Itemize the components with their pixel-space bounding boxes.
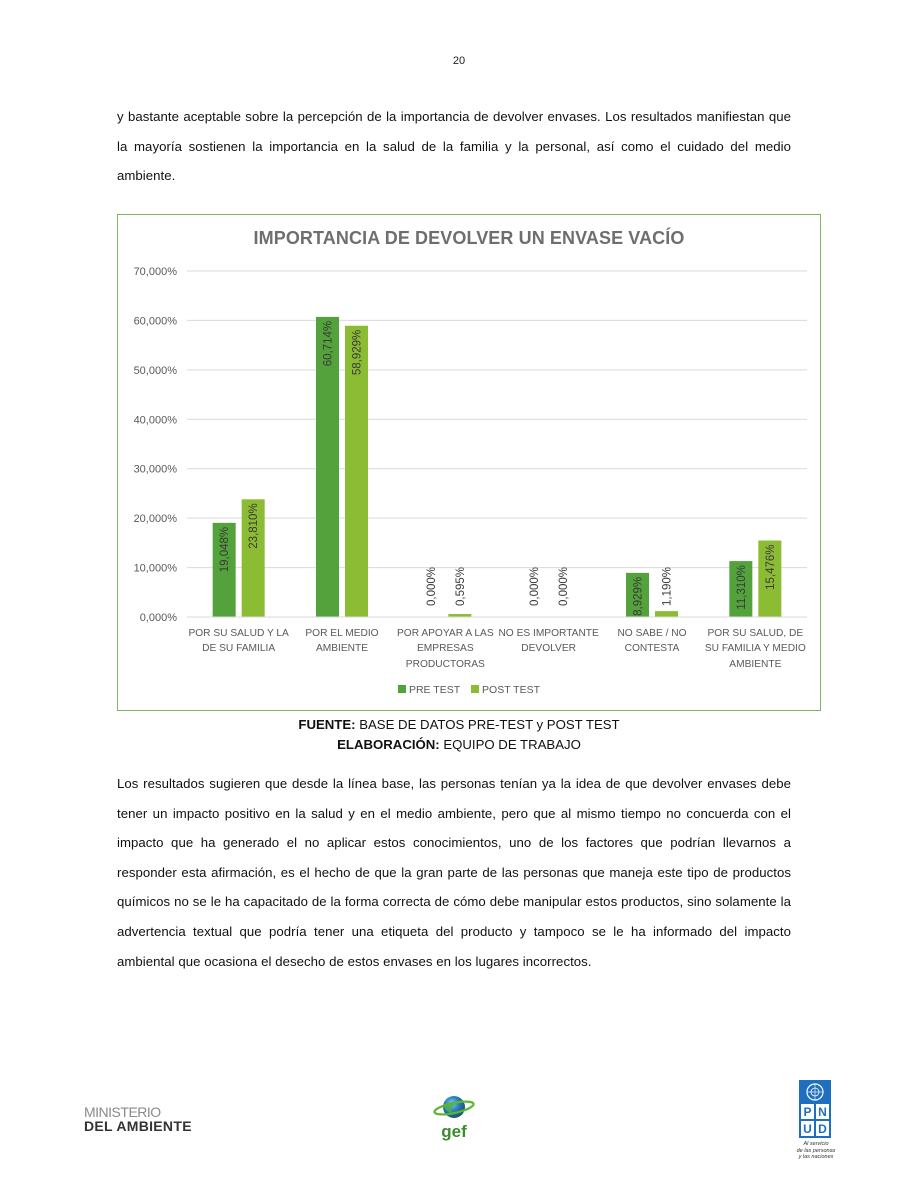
data-label: 8,929%: [632, 576, 645, 616]
legend-swatch-pre-test: [398, 685, 406, 693]
data-label: 60,714%: [322, 320, 335, 367]
x-category-label-line: EMPRESAS: [417, 643, 474, 655]
legend-item-post-test: [471, 684, 540, 696]
gef-logo: [432, 1093, 476, 1141]
chart-legend: [118, 684, 820, 696]
y-tick-label: 10,000%: [133, 562, 177, 575]
y-tick-label: 40,000%: [133, 414, 177, 427]
pnud-letter-p: P: [803, 1105, 812, 1119]
chart-container: [117, 214, 821, 711]
x-category-label: [390, 626, 500, 672]
x-category-label: [184, 626, 294, 657]
x-category-label-line: DE SU FAMILIA: [202, 643, 276, 655]
pnud-tagline: [786, 1141, 846, 1161]
pnud-tagline-line: de las personas: [796, 1147, 836, 1154]
data-label: 15,476%: [764, 544, 777, 590]
x-category-label-line: NO SABE / NO: [617, 628, 687, 639]
chart-elaboration-caption: [0, 737, 918, 752]
x-category-label-line: AMBIENTE: [729, 658, 782, 670]
y-tick-label: 30,000%: [133, 463, 177, 476]
legend-item-pre-test: [398, 684, 460, 696]
ministerio-logo-line1: MINISTERIO: [84, 1104, 161, 1120]
x-category-label-line: POR SU SALUD, DE: [707, 628, 804, 639]
chart-title: IMPORTANCIA DE DEVOLVER UN ENVASE VACÍO: [253, 228, 685, 248]
x-category-label-line: POR EL MEDIO: [305, 628, 379, 639]
x-category-label-line: PRODUCTORAS: [405, 658, 485, 670]
data-label: 11,310%: [735, 565, 748, 610]
y-tick-label: 20,000%: [133, 513, 177, 526]
x-category-label-line: AMBIENTE: [315, 643, 369, 655]
x-category-label-line: CONTESTA: [624, 643, 680, 655]
page-number: 20: [452, 55, 466, 67]
y-tick-label: 60,000%: [133, 315, 177, 328]
pnud-tagline-line: y las naciones: [798, 1154, 834, 1160]
pnud-logo: [799, 1080, 831, 1138]
elaboration-label: ELABORACIÓN:: [337, 737, 440, 752]
ministerio-del-ambiente-logo: [84, 1105, 192, 1134]
pnud-tagline-line: Al servicio: [803, 1141, 829, 1147]
data-label: 19,048%: [219, 526, 232, 573]
data-label: 0,000%: [558, 567, 571, 607]
data-label: 1,190%: [661, 567, 674, 607]
data-label: 23,810%: [248, 503, 261, 549]
y-tick-label: 70,000%: [133, 266, 177, 278]
data-label: 0,000%: [425, 567, 438, 607]
x-category-label: [494, 626, 604, 657]
gef-wordmark: gef: [441, 1122, 467, 1141]
data-label: 0,000%: [529, 567, 542, 607]
paragraph-intro: y bastante aceptable sobre la percepción de la importancia de devolver envases. Los resultados manifiestan que la mayoría sostienen la importancia en la salud de la familia y la personal, así como el cuidado del medio ambiente.: [117, 109, 791, 184]
x-category-label-line: POR APOYAR A LAS: [397, 628, 494, 639]
data-label: 0,595%: [454, 567, 467, 607]
legend-label-post-test: POST TEST: [482, 684, 541, 696]
chart-source-caption: [0, 717, 918, 732]
source-label: FUENTE:: [298, 717, 356, 732]
source-text: BASE DE DATOS PRE-TEST y POST TEST: [355, 717, 620, 732]
pnud-letter-u: U: [803, 1122, 812, 1136]
bar-post-test: [655, 611, 678, 617]
pnud-letter-n: N: [818, 1105, 827, 1119]
x-category-label: [700, 626, 810, 672]
x-category-label: [597, 626, 707, 657]
legend-label-pre-test: PRE TEST: [408, 684, 461, 696]
x-category-label-line: DEVOLVER: [521, 643, 577, 655]
x-category-label-line: NO ES IMPORTANTE: [498, 628, 599, 639]
pnud-letter-d: D: [818, 1122, 827, 1136]
y-tick-label: 50,000%: [133, 364, 177, 377]
x-category-label: [287, 626, 397, 657]
legend-swatch-post-test: [471, 685, 479, 693]
y-tick-label: 0,000%: [139, 612, 177, 624]
x-category-label-line: POR SU SALUD Y LA: [188, 628, 289, 639]
ministerio-logo-line2: DEL AMBIENTE: [84, 1118, 192, 1134]
x-category-label-line: SU FAMILIA Y MEDIO: [704, 643, 806, 655]
data-label: 58,929%: [351, 329, 364, 376]
elaboration-text: EQUIPO DE TRABAJO: [439, 737, 581, 752]
paragraph-results: Los resultados sugieren que desde la línea base, las personas tenían ya la idea de que devolver envases debe tener un impacto positivo en la salud y en el medio ambiente, pero que al mismo tiempo no concuerda con el impacto que ha generado el no aplicar estos conocimientos, uno de los factores que podrían llevarnos a responder esta afirmación, es el hecho de que la gran parte de las personas que maneja este tipo de productos químicos no se le ha capacitado de la forma correcta de cómo debe manipular estos productos, sino solamente la advertencia textual que podría tener una etiqueta del producto y tampoco se le ha informado del impacto ambiental que ocasiona el desecho de estos envases en los lugares incorrectos.: [117, 776, 791, 969]
